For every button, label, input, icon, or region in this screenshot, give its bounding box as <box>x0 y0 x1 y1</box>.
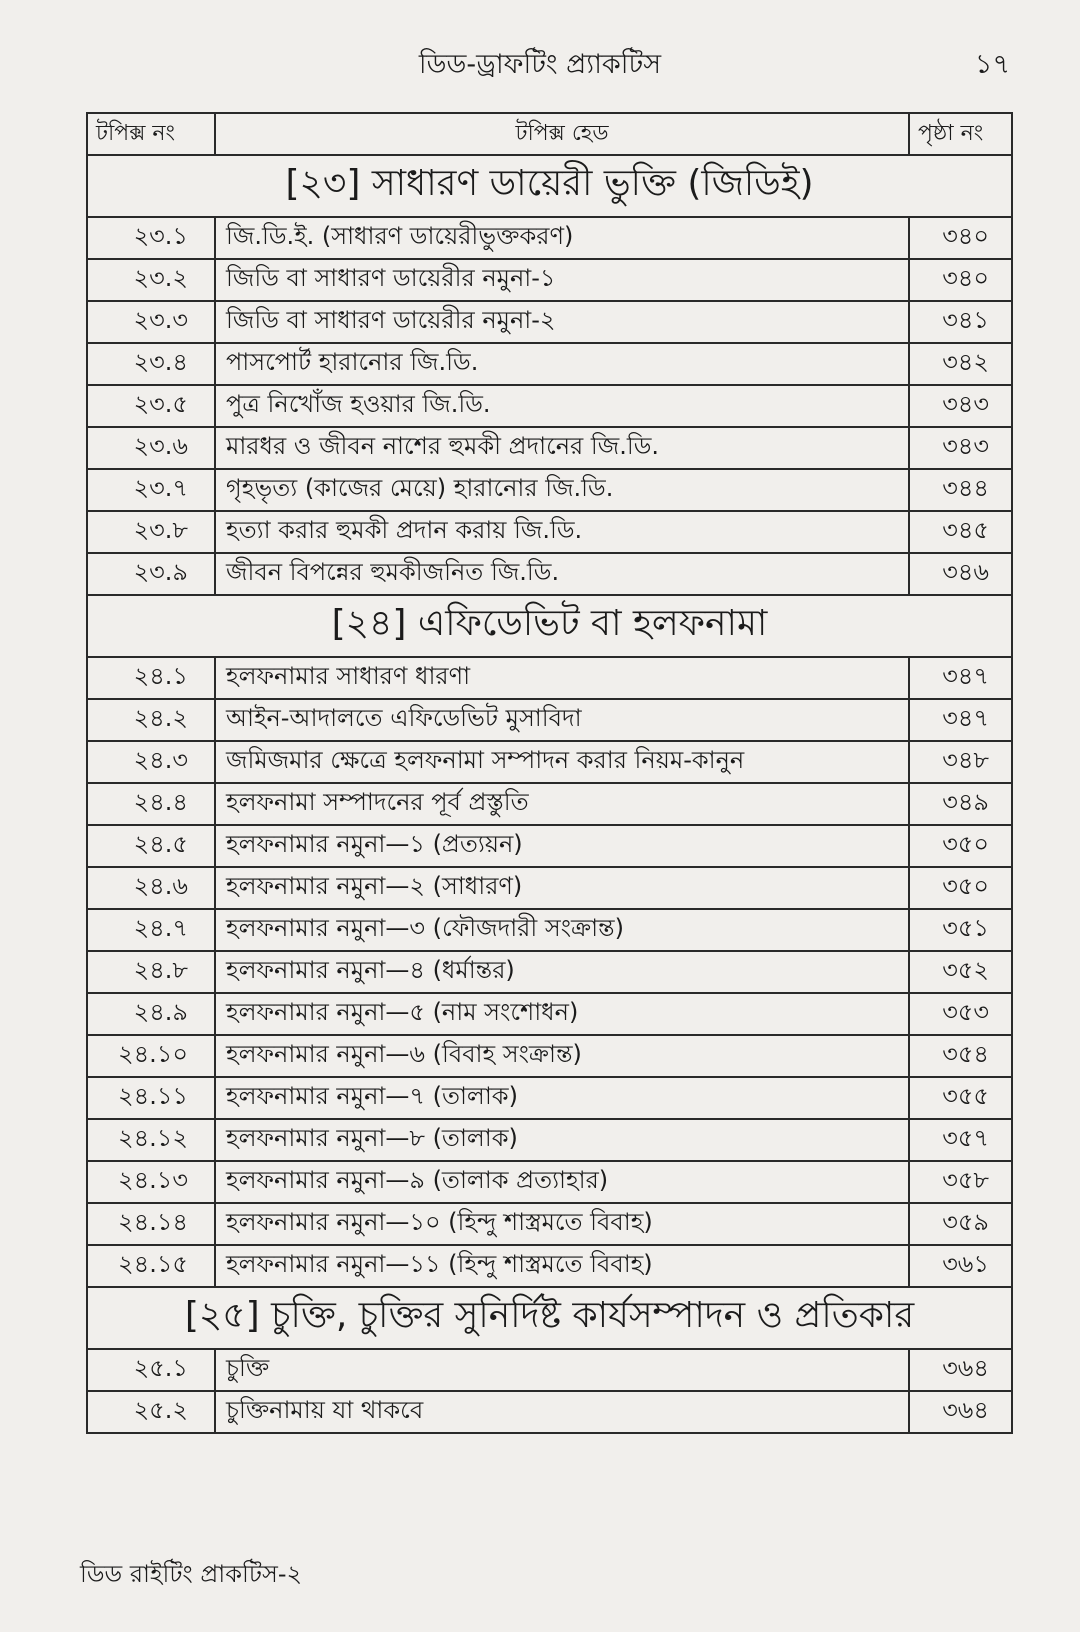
topic-title: হলফনামা সম্পাদনের পূর্ব প্রস্তুতি <box>215 783 909 825</box>
table-row <box>87 993 1012 1035</box>
topic-number: ২৩.৬ <box>87 427 215 469</box>
topic-title: পুত্র নিখোঁজ হওয়ার জি.ডি. <box>215 385 909 427</box>
topic-title: হলফনামার নমুনা—৪ (ধর্মান্তর) <box>215 951 909 993</box>
topic-title: চুক্তিনামায় যা থাকবে <box>215 1391 909 1433</box>
section-heading-row <box>87 1287 1012 1349</box>
contents-body <box>87 155 1012 1433</box>
topic-title: জি.ডি.ই. (সাধারণ ডায়েরীভুক্তকরণ) <box>215 217 909 259</box>
topic-number: ২৪.১৪ <box>87 1203 215 1245</box>
page-ref: ৩৪৭ <box>909 657 1012 699</box>
topic-number: ২৪.২ <box>87 699 215 741</box>
page-ref: ৩৫০ <box>909 867 1012 909</box>
topic-number: ২৩.৫ <box>87 385 215 427</box>
topic-number: ২৩.৯ <box>87 553 215 595</box>
section-heading-row <box>87 595 1012 657</box>
page-ref: ৩৪১ <box>909 301 1012 343</box>
topic-title: জীবন বিপন্নের হুমকীজনিত জি.ডি. <box>215 553 909 595</box>
page-ref: ৩৫১ <box>909 909 1012 951</box>
page-ref: ৩৫৫ <box>909 1077 1012 1119</box>
page-ref: ৩৫০ <box>909 825 1012 867</box>
header-topic-head: টপিক্স হেড <box>215 113 909 155</box>
table-row <box>87 385 1012 427</box>
contents-table <box>86 112 1013 1434</box>
topic-number: ২৫.১ <box>87 1349 215 1391</box>
topic-title: আইন-আদালতে এফিডেভিট মুসাবিদা <box>215 699 909 741</box>
page-ref: ৩৪০ <box>909 259 1012 301</box>
topic-number: ২৩.৩ <box>87 301 215 343</box>
section-heading-row <box>87 155 1012 217</box>
topic-number: ২৩.১ <box>87 217 215 259</box>
page-ref: ৩৬৪ <box>909 1391 1012 1433</box>
topic-number: ২৪.৯ <box>87 993 215 1035</box>
page-ref: ৩৪৬ <box>909 553 1012 595</box>
table-row <box>87 301 1012 343</box>
topic-title: হলফনামার নমুনা—৫ (নাম সংশোধন) <box>215 993 909 1035</box>
page-ref: ৩৫৪ <box>909 1035 1012 1077</box>
topic-title: গৃহভৃত্য (কাজের মেয়ে) হারানোর জি.ডি. <box>215 469 909 511</box>
header-page-no: পৃষ্ঠা নং <box>909 113 1012 155</box>
page-ref: ৩৪৩ <box>909 385 1012 427</box>
section-title: [২৩] সাধারণ ডায়েরী ভুক্তি (জিডিই) <box>87 155 1012 217</box>
table-row <box>87 1203 1012 1245</box>
table-row <box>87 343 1012 385</box>
topic-title: হলফনামার নমুনা—১১ (হিন্দু শাস্ত্রমতে বিবাহ) <box>215 1245 909 1287</box>
topic-title: হত্যা করার হুমকী প্রদান করায় জি.ডি. <box>215 511 909 553</box>
table-row <box>87 783 1012 825</box>
topic-title: হলফনামার নমুনা—৩ (ফৌজদারী সংক্রান্ত) <box>215 909 909 951</box>
table-row <box>87 699 1012 741</box>
page-ref: ৩৪২ <box>909 343 1012 385</box>
page-ref: ৩৪৩ <box>909 427 1012 469</box>
page-ref: ৩৪০ <box>909 217 1012 259</box>
page-ref: ৩৬১ <box>909 1245 1012 1287</box>
page-ref: ৩৫২ <box>909 951 1012 993</box>
footer: ডিড রাইটিং প্রাকটিস-২ <box>80 1560 303 1588</box>
page-ref: ৩৪৭ <box>909 699 1012 741</box>
table-row <box>87 1391 1012 1433</box>
page-ref: ৩৫৩ <box>909 993 1012 1035</box>
table-row <box>87 1245 1012 1287</box>
topic-number: ২৪.১৩ <box>87 1161 215 1203</box>
page-ref: ৩৬৪ <box>909 1349 1012 1391</box>
table-row <box>87 553 1012 595</box>
topic-number: ২৪.৮ <box>87 951 215 993</box>
table-row <box>87 511 1012 553</box>
page-ref: ৩৪৯ <box>909 783 1012 825</box>
topic-number: ২৪.৪ <box>87 783 215 825</box>
topic-title: জমিজমার ক্ষেত্রে হলফনামা সম্পাদন করার নিয়ম-কানুন <box>215 741 909 783</box>
table-row <box>87 909 1012 951</box>
table-row <box>87 1161 1012 1203</box>
page-ref: ৩৪৮ <box>909 741 1012 783</box>
topic-number: ২৩.৮ <box>87 511 215 553</box>
topic-number: ২৪.৭ <box>87 909 215 951</box>
topic-number: ২৪.৩ <box>87 741 215 783</box>
table-row <box>87 1119 1012 1161</box>
table-row <box>87 741 1012 783</box>
table-row <box>87 259 1012 301</box>
topic-number: ২৪.১ <box>87 657 215 699</box>
topic-number: ২৪.১১ <box>87 1077 215 1119</box>
topic-number: ২৪.৬ <box>87 867 215 909</box>
page-ref: ৩৪৫ <box>909 511 1012 553</box>
table-row <box>87 1349 1012 1391</box>
topic-title: জিডি বা সাধারণ ডায়েরীর নমুনা-২ <box>215 301 909 343</box>
page-ref: ৩৫৯ <box>909 1203 1012 1245</box>
table-row <box>87 1035 1012 1077</box>
topic-number: ২৩.২ <box>87 259 215 301</box>
topic-title: মারধর ও জীবন নাশের হুমকী প্রদানের জি.ডি. <box>215 427 909 469</box>
topic-number: ২৪.১৫ <box>87 1245 215 1287</box>
topic-title: হলফনামার সাধারণ ধারণা <box>215 657 909 699</box>
topic-number: ২৫.২ <box>87 1391 215 1433</box>
topic-title: হলফনামার নমুনা—১ (প্রত্যয়ন) <box>215 825 909 867</box>
topic-title: হলফনামার নমুনা—৭ (তালাক) <box>215 1077 909 1119</box>
topic-title: হলফনামার নমুনা—৯ (তালাক প্রত্যাহার) <box>215 1161 909 1203</box>
header-topic-no: টপিক্স নং <box>87 113 215 155</box>
running-head: ডিড-ড্রাফটিং প্র্যাকটিস <box>418 49 662 80</box>
topic-number: ২৩.৪ <box>87 343 215 385</box>
topic-title: হলফনামার নমুনা—৬ (বিবাহ সংক্রান্ত) <box>215 1035 909 1077</box>
topic-title: জিডি বা সাধারণ ডায়েরীর নমুনা-১ <box>215 259 909 301</box>
topic-number: ২৩.৭ <box>87 469 215 511</box>
topic-number: ২৪.৫ <box>87 825 215 867</box>
table-row <box>87 1077 1012 1119</box>
table-row <box>87 427 1012 469</box>
page-number: ১৭ <box>974 49 1010 80</box>
table-row <box>87 217 1012 259</box>
topic-number: ২৪.১২ <box>87 1119 215 1161</box>
page-ref: ৩৫৭ <box>909 1119 1012 1161</box>
topic-title: হলফনামার নমুনা—৮ (তালাক) <box>215 1119 909 1161</box>
topic-title: হলফনামার নমুনা—১০ (হিন্দু শাস্ত্রমতে বিবাহ) <box>215 1203 909 1245</box>
table-row <box>87 469 1012 511</box>
table-row <box>87 867 1012 909</box>
topic-title: চুক্তি <box>215 1349 909 1391</box>
topic-number: ২৪.১০ <box>87 1035 215 1077</box>
table-header-row <box>87 113 1012 155</box>
section-title: [২৫] চুক্তি, চুক্তির সুনির্দিষ্ট কার্যসম্পাদন ও প্রতিকার <box>87 1287 1012 1349</box>
table-row <box>87 951 1012 993</box>
section-title: [২৪] এফিডেভিট বা হলফনামা <box>87 595 1012 657</box>
page-ref: ৩৫৮ <box>909 1161 1012 1203</box>
topic-title: হলফনামার নমুনা—২ (সাধারণ) <box>215 867 909 909</box>
topic-title: পাসপোর্ট হারানোর জি.ডি. <box>215 343 909 385</box>
table-row <box>87 657 1012 699</box>
page-ref: ৩৪৪ <box>909 469 1012 511</box>
table-row <box>87 825 1012 867</box>
